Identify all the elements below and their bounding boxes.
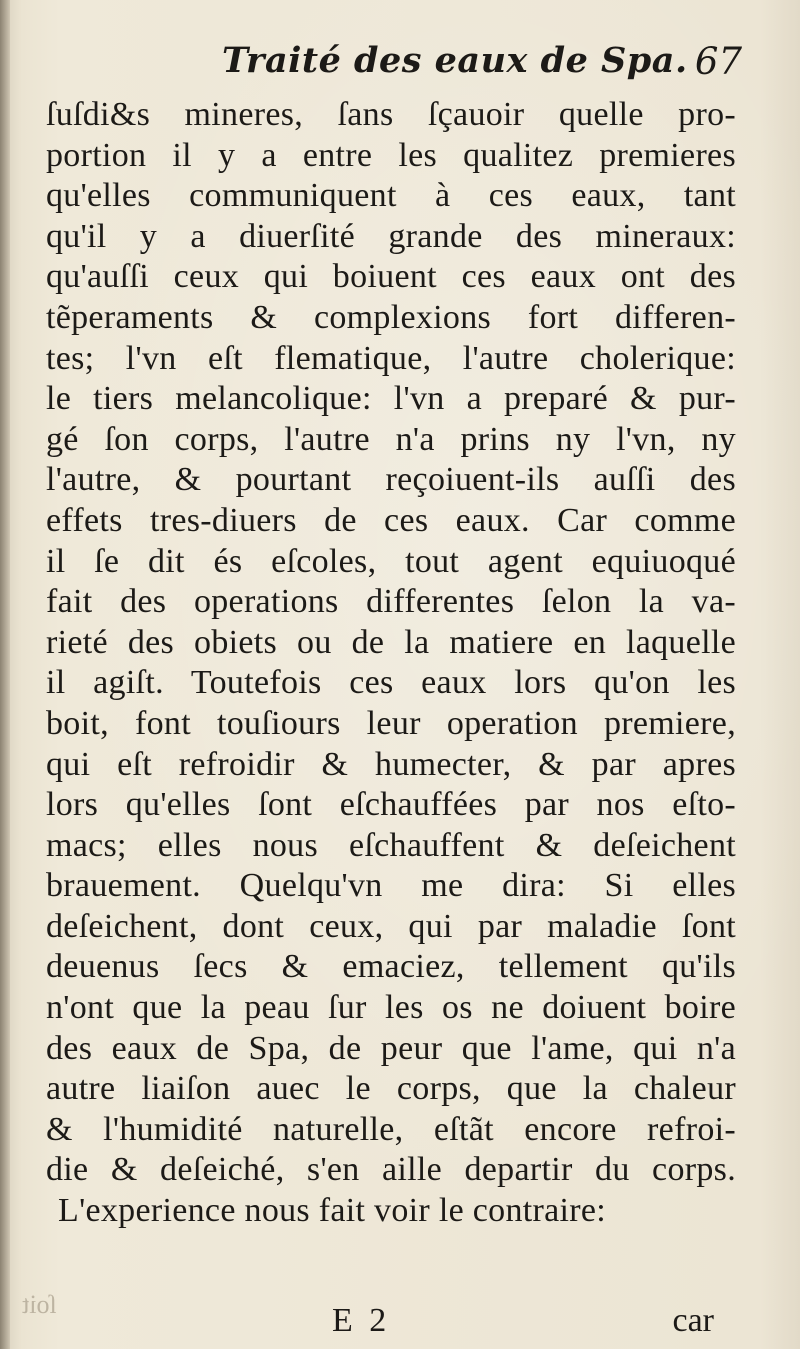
text-line: lors qu'elles ſont eſchauffées par nos eſto-	[46, 786, 736, 824]
text-line: des eaux de Spa, de peur que l'ame, qui n'a	[46, 1029, 736, 1067]
text-line: tes; l'vn eſt flematique, l'autre cholerique:	[46, 339, 736, 377]
text-line: qui eſt refroidir & humecter, & par apres	[46, 745, 736, 783]
page-gutter	[0, 0, 10, 1349]
page-number: 67	[694, 40, 742, 83]
bleed-through-text: ſoit	[22, 1290, 57, 1319]
text-line: effets tres-diuers de ces eaux. Car comme	[46, 501, 736, 539]
text-line: & l'humidité naturelle, eſtãt encore refroi-	[46, 1110, 736, 1148]
body-text	[46, 95, 736, 1232]
text-line: il agiſt. Toutefois ces eaux lors qu'on les	[46, 664, 736, 702]
text-line: deuenus ſecs & emaciez, tellement qu'ils	[46, 948, 736, 986]
text-line: deſeichent, dont ceux, qui par maladie ſont	[46, 907, 736, 945]
page-header	[222, 40, 742, 100]
text-line: le tiers melancolique: l'vn a preparé & pur-	[46, 380, 736, 418]
text-line: fait des operations differentes ſelon la va-	[46, 583, 736, 621]
text-line: autre liaiſon auec le corps, que la chaleur	[46, 1070, 736, 1108]
text-line: die & deſeiché, s'en aille departir du corps.	[46, 1151, 736, 1189]
text-line: n'ont que la peau ſur les os ne doiuent boire	[46, 989, 736, 1027]
text-line: boit, font touſiours leur operation premiere,	[46, 704, 736, 742]
text-line: L'experience nous fait voir le contraire:	[58, 1192, 607, 1230]
text-line: tẽperaments & complexions fort differen-	[46, 298, 736, 336]
text-line: rieté des obiets ou de la matiere en laquelle	[46, 623, 736, 661]
text-line: qu'il y a diuerſité grande des mineraux:	[46, 217, 736, 255]
text-line: qu'elles communiquent à ces eaux, tant	[46, 177, 736, 215]
text-line: portion il y a entre les qualitez premieres	[46, 136, 736, 174]
text-line: brauement. Quelqu'vn me dira: Si elles	[46, 867, 736, 905]
text-line: ſuſdi&s mineres, ſans ſçauoir quelle pro-	[46, 96, 736, 133]
text-line: qu'auſſi ceux qui boiuent ces eaux ont des	[46, 258, 736, 296]
text-line: macs; elles nous eſchauffent & deſeichent	[46, 826, 736, 864]
text-line: gé ſon corps, l'autre n'a prins ny l'vn, ny	[46, 420, 736, 458]
signature-mark: E 2	[332, 1302, 391, 1339]
text-line: l'autre, & pourtant reçoiuent-ils auſſi des	[46, 461, 736, 499]
running-title: Traité des eaux de Spa.	[222, 40, 688, 81]
catchword: car	[672, 1302, 714, 1339]
text-line: il ſe dit és eſcoles, tout agent equiuoqué	[46, 542, 736, 580]
page-footer	[0, 1302, 800, 1342]
